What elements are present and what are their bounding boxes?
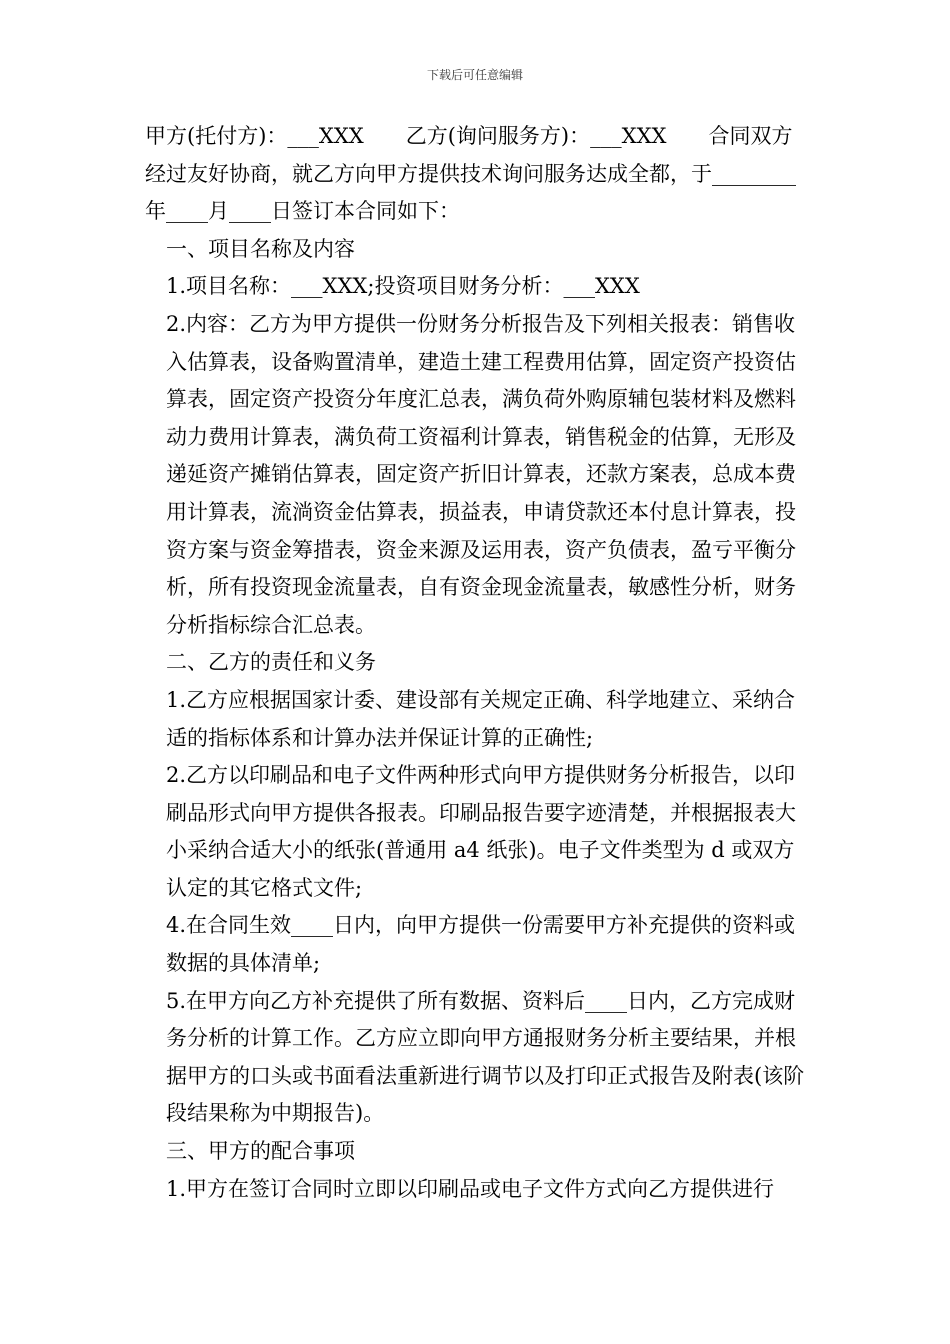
paragraph: 三、甲方的配合事项 — [166, 1139, 355, 1164]
paragraph: 甲方(托付方)：___XXX 乙方(询问服务方)：___XXX 合同双方经过友好协商，就乙方向甲方提供技术询问服务达成全都，于________年____月____日签订本合同如下： — [145, 124, 796, 224]
paragraph: 5.在甲方向乙方补充提供了所有数据、资料后____日内，乙方完成财务分析的计算工作。乙方应立即向甲方通报财务分析主要结果，并根据甲方的口头或书面看法重新进行调节以及打印正式报告及附表(该阶段结果称为中期报告)。 — [166, 988, 805, 1126]
paragraph: 2.乙方以印刷品和电子文件两种形式向甲方提供财务分析报告，以印刷品形式向甲方提供各报表。印刷品报告要字迹清楚，并根据报表大小采纳合适大小的纸张(普通用 a4 纸张)。电子文件类型为 d 或双方认定的其它格式文件; — [166, 763, 796, 900]
paragraph: 4.在合同生效____日内，向甲方提供一份需要甲方补充提供的资料或数据的具体清单; — [166, 913, 796, 976]
paragraph: 2.内容：乙方为甲方提供一份财务分析报告及下列相关报表：销售收入估算表，设备购置清单，建造土建工程费用估算，固定资产投资估算表，固定资产投资分年度汇总表，满负荷外购原辅包装材料及燃料动力费用计算表，满负荷工资福利计算表，销售税金的估算，无形及递延资产摊销估算表，固定资产折旧计算表，还款方案表，总成本费用计算表，流淌资金估算表，损益表，申请贷款还本付息计算表，投资方案与资金筹措表，资金来源及运用表，资产负债表，盈亏平衡分析，所有投资现金流量表，自有资金现金流量表，敏感性分析，财务分析指标综合汇总表。 — [166, 311, 796, 637]
paragraph: 1.项目名称：___XXX;投资项目财务分析：___XXX — [166, 274, 640, 299]
paragraph: 二、乙方的责任和义务 — [166, 650, 376, 675]
paragraph: 1.乙方应根据国家计委、建设部有关规定正确、科学地建立、采纳合适的指标体系和计算办法并保证计算的正确性; — [166, 687, 796, 750]
page-header: 下载后可任意编辑 — [426, 68, 523, 82]
paragraph: 1.甲方在签订合同时立即以印刷品或电子文件方式向乙方提供进行 — [166, 1176, 775, 1201]
document-body — [145, 118, 810, 1208]
paragraph: 一、项目名称及内容 — [166, 236, 355, 261]
